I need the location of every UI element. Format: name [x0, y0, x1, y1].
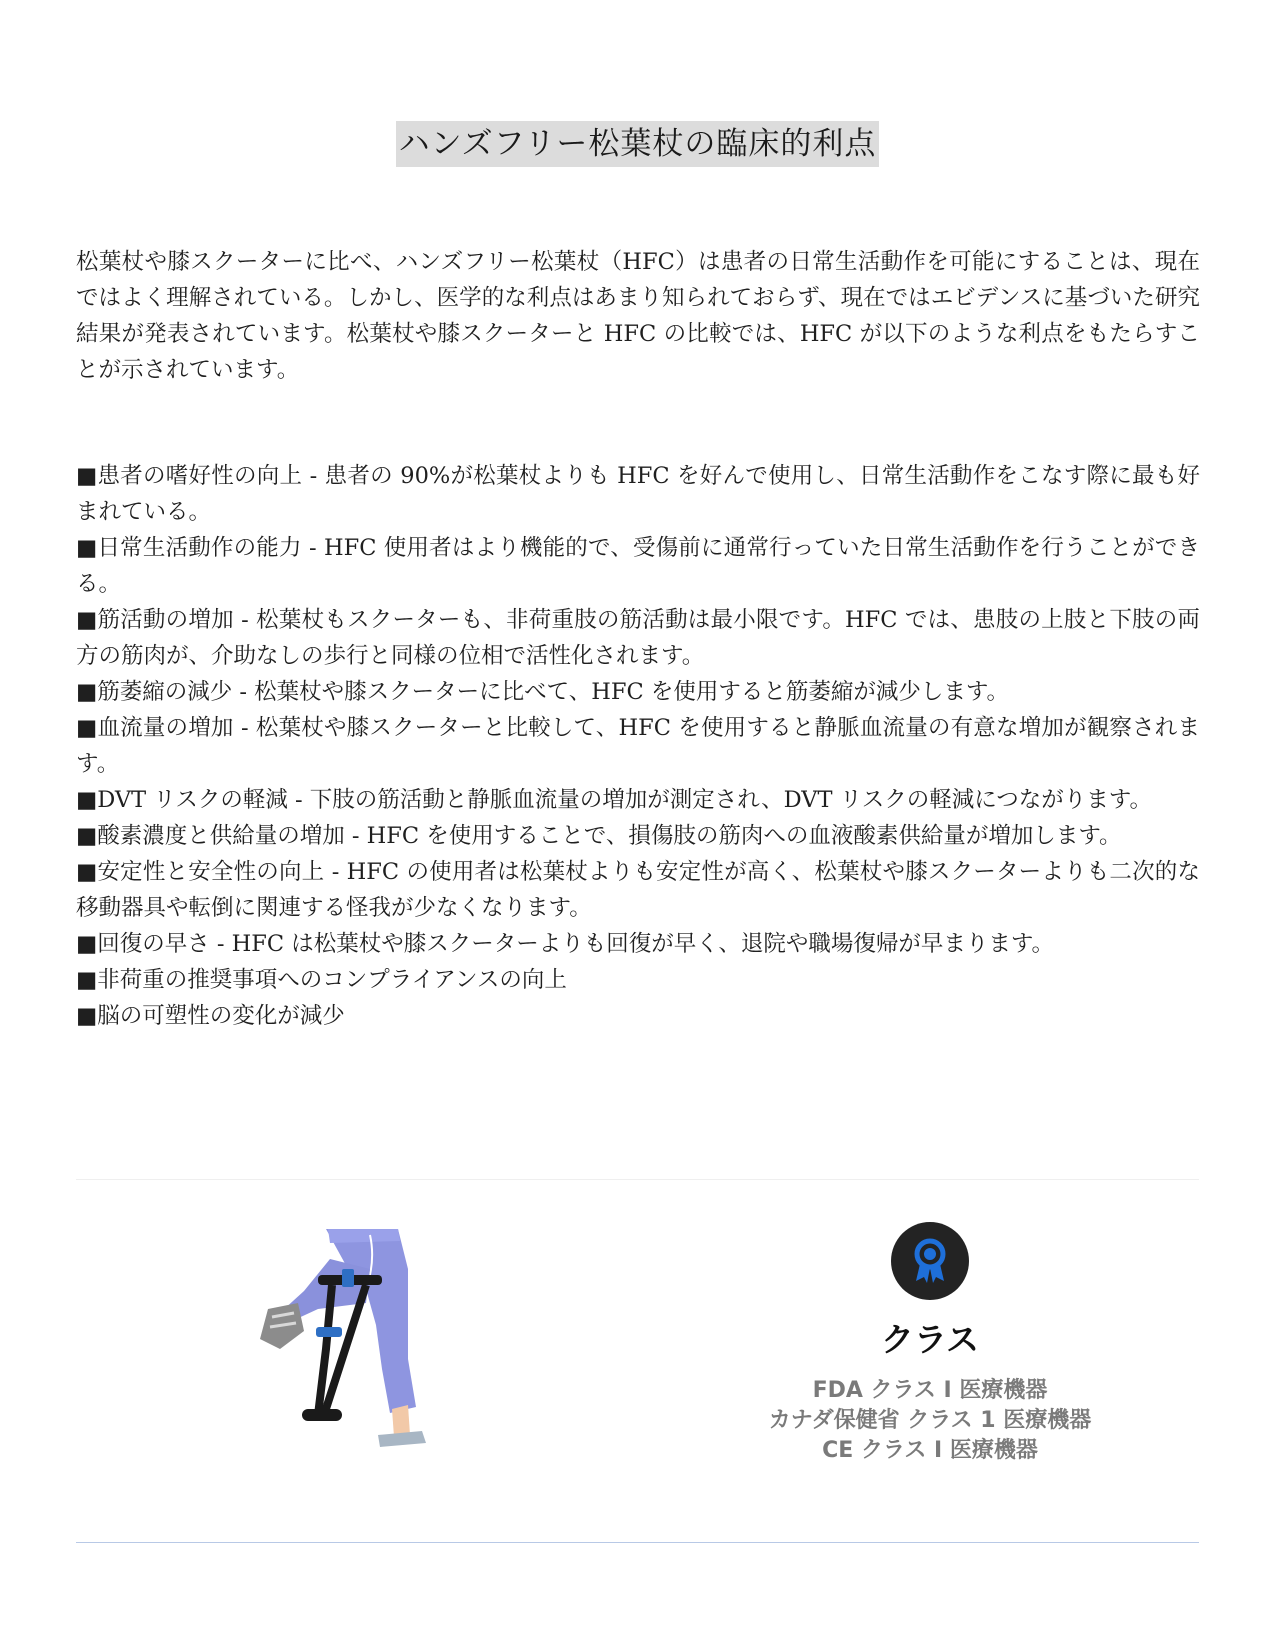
benefit-item: ■非荷重の推奨事項へのコンプライアンスの向上	[76, 967, 567, 993]
benefit-item: ■血流量の増加 - 松葉杖や膝スクーターと比較して、HFC を使用すると静脈血流量の有意な増加が観察されます。	[76, 715, 1200, 777]
classification-line: CE クラス I 医療機器	[822, 1438, 1038, 1463]
classification-heading: クラス	[880, 1320, 979, 1359]
intro-paragraph: 松葉杖や膝スクーターに比べ、ハンズフリー松葉杖（HFC）は患者の日常生活動作を可能にすることは、現在ではよく理解されている。しかし、医学的な利点はあまり知られておらず、現在ではエビデンスに基づいた研究結果が発表されています。松葉杖や膝スクーターと HFC の比較では、HFC が以下のような利点をもたらすことが示されています。	[76, 249, 1200, 383]
benefit-item: ■日常生活動作の能力 - HFC 使用者はより機能的で、受傷前に通常行っていた日常生活動作を行うことができる。	[76, 535, 1200, 597]
title-container	[0, 121, 1275, 167]
classification-line: FDA クラス I 医療機器	[812, 1378, 1048, 1403]
benefit-item: ■脳の可塑性の変化が減少	[76, 1003, 345, 1029]
page-title: ハンズフリー松葉杖の臨床的利点	[396, 121, 880, 167]
section-divider	[76, 1179, 1199, 1180]
benefit-item: ■DVT リスクの軽減 - 下肢の筋活動と静脈血流量の増加が測定され、DVT リスクの軽減につながります。	[76, 787, 1152, 813]
benefit-item: ■患者の嗜好性の向上 - 患者の 90%が松葉杖よりも HFC を好んで使用し、日常生活動作をこなす際に最も好まれている。	[76, 463, 1200, 525]
award-ribbon-icon	[891, 1222, 969, 1300]
benefit-item: ■筋活動の増加 - 松葉杖もスクーターも、非荷重肢の筋活動は最小限です。HFC では、患肢の上肢と下肢の両方の筋肉が、介助なしの歩行と同様の位相で活性化されます。	[76, 607, 1200, 669]
classification-panel	[720, 1222, 1140, 1466]
benefit-item: ■回復の早さ - HFC は松葉杖や膝スクーターよりも回復が早く、退院や職場復帰が早まります。	[76, 931, 1055, 957]
benefit-item: ■筋萎縮の減少 - 松葉杖や膝スクーターに比べて、HFC を使用すると筋萎縮が減少します。	[76, 679, 1010, 705]
footer-divider	[76, 1542, 1199, 1543]
benefit-item: ■安定性と安全性の向上 - HFC の使用者は松葉杖よりも安定性が高く、松葉杖や膝スクーターよりも二次的な移動器具や転倒に関連する怪我が少なくなります。	[76, 859, 1200, 921]
benefits-list	[76, 458, 1200, 1034]
classification-line: カナダ保健省 クラス 1 医療機器	[768, 1408, 1092, 1433]
hands-free-crutch-product-image	[258, 1229, 438, 1454]
benefit-item: ■酸素濃度と供給量の増加 - HFC を使用することで、損傷肢の筋肉への血液酸素供給量が増加します。	[76, 823, 1122, 849]
